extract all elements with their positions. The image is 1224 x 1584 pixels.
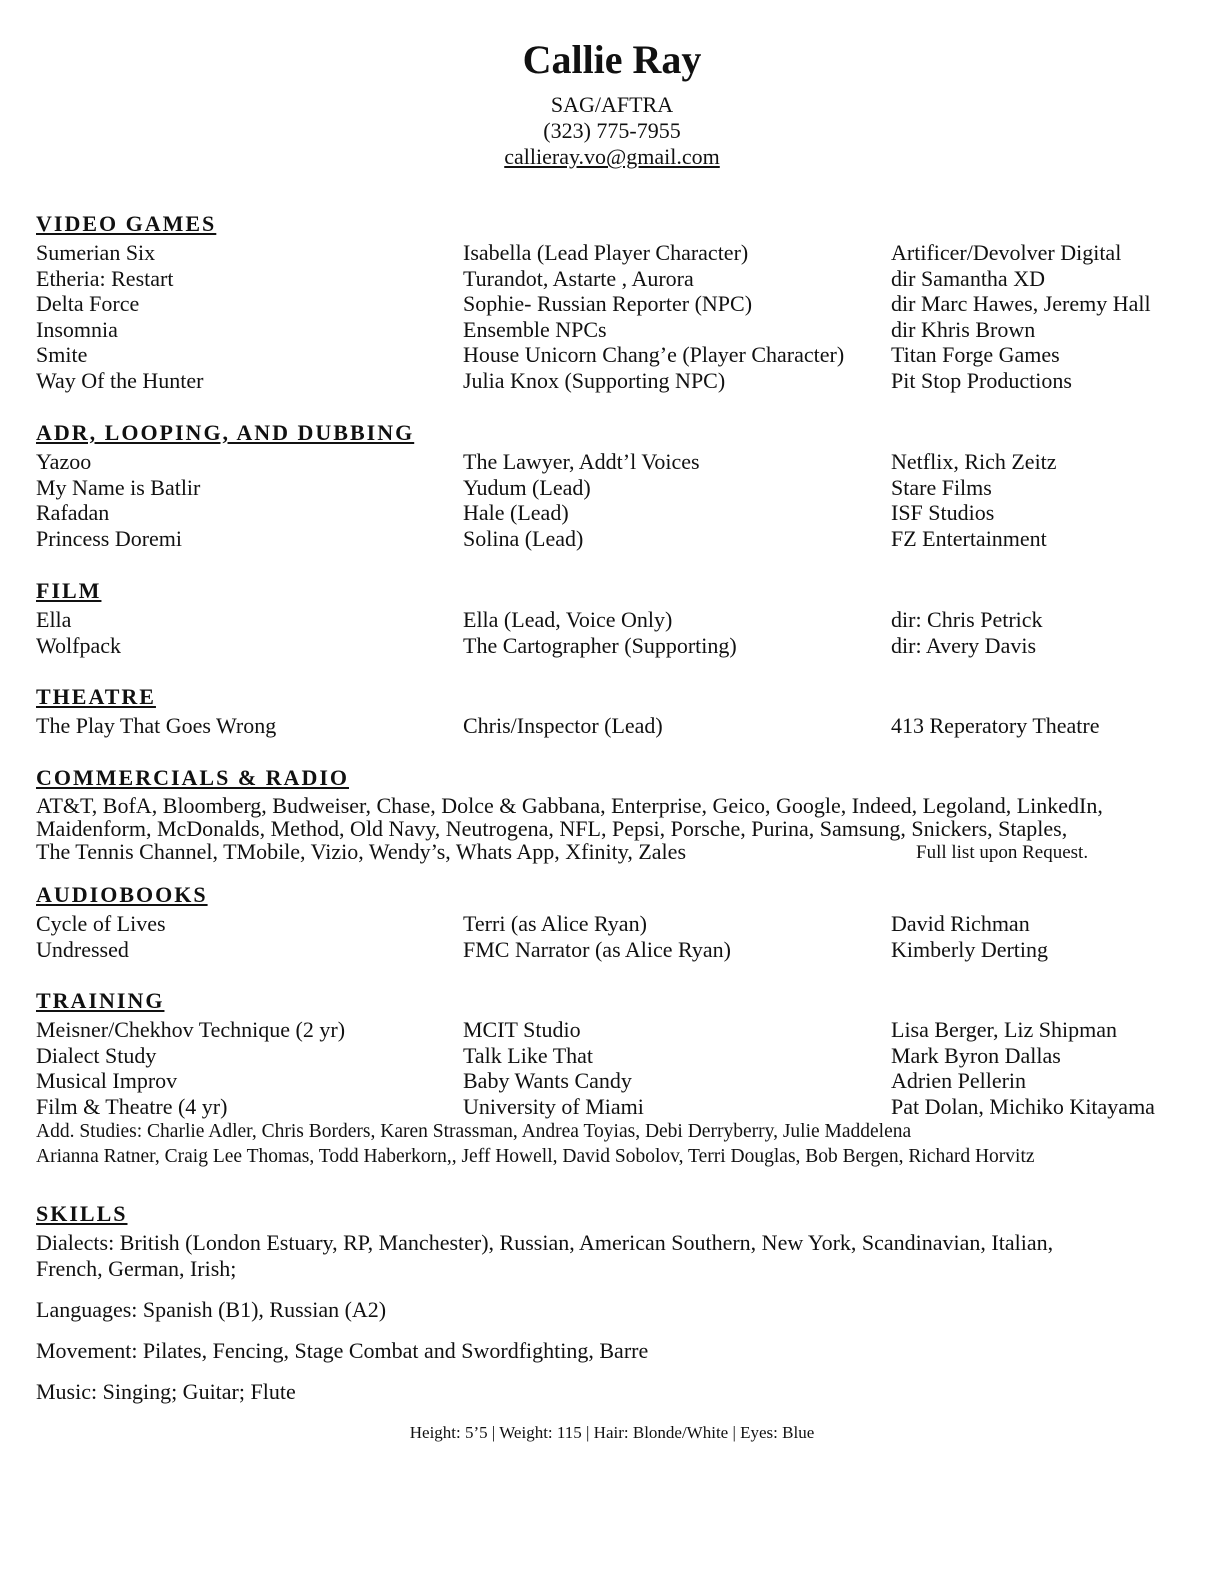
role: Ensemble NPCs — [463, 316, 607, 342]
role: Chris/Inspector (Lead) — [463, 713, 663, 738]
commercials-line: AT&T, BofA, Bloomberg, Budweiser, Chase, Dolce & Gabbana, Enterprise, Geico, Google, Indeed, Legoland, LinkedIn, — [36, 793, 1103, 818]
project: Delta Force — [36, 291, 140, 317]
credit-row — [36, 713, 1196, 739]
role: Hale (Lead) — [463, 500, 569, 526]
credit-row — [36, 317, 1196, 343]
role: Julia Knox (Supporting NPC) — [463, 367, 726, 393]
section-title: AUDIOBOOKS — [36, 882, 208, 907]
skill-dialects-cont: French, German, Irish; — [36, 1256, 237, 1281]
skill-movement: Movement: Pilates, Fencing, Stage Combat and Swordfighting, Barre — [36, 1338, 649, 1363]
skill-music: Music: Singing; Guitar; Flute — [36, 1379, 296, 1404]
project: Sumerian Six — [36, 240, 156, 265]
union-affiliation: SAG/AFTRA — [550, 92, 674, 117]
company: Pit Stop Productions — [891, 367, 1072, 393]
skill-languages: Languages: Spanish (B1), Russian (A2) — [36, 1297, 387, 1322]
credit-row — [36, 266, 1196, 292]
project: Insomnia — [36, 316, 118, 342]
credit-row — [36, 342, 1196, 368]
section-title: SKILLS — [36, 1201, 128, 1226]
section-commercials — [36, 766, 1196, 863]
actor-name: Callie Ray — [522, 37, 702, 82]
project: Princess Doremi — [36, 525, 183, 551]
teacher: Lisa Berger, Liz Shipman — [891, 1017, 1117, 1042]
project: The Play That Goes Wrong — [36, 713, 277, 738]
role: Terri (as Alice Ryan) — [463, 911, 647, 936]
company: David Richman — [891, 911, 1030, 936]
email-line — [0, 144, 1224, 170]
role: The Cartographer (Supporting) — [463, 632, 737, 658]
skill-dialects: Dialects: British (London Estuary, RP, Manchester), Russian, American Southern, New York, Scandinavian, Italian, — [36, 1230, 1054, 1255]
project: Rafadan — [36, 500, 110, 526]
training-row — [36, 1043, 1196, 1069]
role: Sophie- Russian Reporter (NPC) — [463, 291, 753, 317]
additional-studies-line: Arianna Ratner, Craig Lee Thomas, Todd Haberkorn,, Jeff Howell, David Sobolov, Terri Douglas, Bob Bergen, Richard Horvitz — [36, 1146, 1035, 1168]
teacher: Mark Byron Dallas — [891, 1042, 1061, 1068]
credit-row — [36, 240, 1196, 266]
teacher: Pat Dolan, Michiko Kitayama — [891, 1093, 1155, 1119]
section-video-games — [36, 212, 1196, 394]
project: Cycle of Lives — [36, 911, 166, 936]
training-row — [36, 1094, 1196, 1120]
section-title: THEATRE — [36, 684, 156, 709]
section-theatre — [36, 685, 1196, 739]
course: Meisner/Chekhov Technique (2 yr) — [36, 1017, 346, 1042]
section-title: VIDEO GAMES — [36, 211, 217, 236]
role: Yudum (Lead) — [463, 474, 591, 500]
project: Etheria: Restart — [36, 265, 174, 291]
credit-row — [36, 500, 1196, 526]
section-title: COMMERCIALS & RADIO — [36, 765, 349, 790]
school: Baby Wants Candy — [463, 1068, 632, 1094]
phone-number: (323) 775-7955 — [543, 118, 681, 143]
role: Solina (Lead) — [463, 525, 584, 551]
course: Dialect Study — [36, 1042, 157, 1068]
school: MCIT Studio — [463, 1017, 581, 1042]
role: House Unicorn Chang’e (Player Character) — [463, 342, 845, 368]
role: Isabella (Lead Player Character) — [463, 240, 749, 265]
credit-row — [36, 937, 1196, 963]
project: Ella — [36, 607, 72, 632]
project: Yazoo — [36, 449, 92, 474]
section-title: FILM — [36, 578, 102, 603]
section-audiobooks — [36, 883, 1196, 962]
full-list-note: Full list upon Request. — [916, 842, 1089, 863]
company: FZ Entertainment — [891, 525, 1047, 551]
section-training — [36, 989, 1196, 1169]
physical-stats: Height: 5’5 | Weight: 115 | Hair: Blonde/White | Eyes: Blue — [409, 1423, 815, 1442]
project: Way Of the Hunter — [36, 367, 204, 393]
training-row — [36, 1068, 1196, 1094]
credit-row — [36, 291, 1196, 317]
project: Undressed — [36, 936, 129, 962]
company: Kimberly Derting — [891, 936, 1049, 962]
role: Ella (Lead, Voice Only) — [463, 607, 673, 632]
company: dir Khris Brown — [891, 316, 1036, 342]
project: My Name is Batlir — [36, 474, 201, 500]
commercials-line: The Tennis Channel, TMobile, Vizio, Wendy’s, Whats App, Xfinity, Zales — [36, 839, 686, 864]
company: Artificer/Devolver Digital — [891, 240, 1122, 265]
credit-row — [36, 475, 1196, 501]
role: Turandot, Astarte , Aurora — [463, 265, 694, 291]
company: dir Marc Hawes, Jeremy Hall — [891, 291, 1151, 317]
role: FMC Narrator (as Alice Ryan) — [463, 936, 731, 962]
school: Talk Like That — [463, 1042, 594, 1068]
school: University of Miami — [463, 1093, 644, 1119]
project: Smite — [36, 342, 88, 368]
section-skills — [36, 1202, 1196, 1405]
credit-row — [36, 449, 1196, 475]
credit-row — [36, 526, 1196, 552]
commercials-last-row — [36, 840, 1196, 863]
project: Wolfpack — [36, 632, 121, 658]
training-row — [36, 1017, 1196, 1043]
teacher: Adrien Pellerin — [891, 1068, 1027, 1094]
credit-row — [36, 368, 1196, 394]
section-film — [36, 579, 1196, 658]
course: Musical Improv — [36, 1068, 178, 1094]
section-title: TRAINING — [36, 988, 165, 1013]
company: Netflix, Rich Zeitz — [891, 449, 1057, 474]
email-link[interactable]: callieray.vo@gmail.com — [504, 144, 720, 169]
company: Titan Forge Games — [891, 342, 1060, 368]
company: dir: Chris Petrick — [891, 607, 1043, 632]
commercials-line: Maidenform, McDonalds, Method, Old Navy, Neutrogena, NFL, Pepsi, Porsche, Purina, Samsung, Snickers, Staples, — [36, 816, 1068, 841]
company: 413 Reperatory Theatre — [891, 713, 1100, 738]
company: dir: Avery Davis — [891, 632, 1037, 658]
role: The Lawyer, Addt’l Voices — [463, 449, 700, 474]
course: Film & Theatre (4 yr) — [36, 1093, 228, 1119]
company: ISF Studios — [891, 500, 995, 526]
company: Stare Films — [891, 474, 992, 500]
credit-row — [36, 911, 1196, 937]
credit-row — [36, 607, 1196, 633]
additional-studies-line: Add. Studies: Charlie Adler, Chris Borders, Karen Strassman, Andrea Toyias, Debi Derryberry, Julie Maddelena — [36, 1121, 912, 1143]
credit-row — [36, 633, 1196, 659]
company: dir Samantha XD — [891, 265, 1045, 291]
section-adr — [36, 421, 1196, 551]
section-title: ADR, LOOPING, AND DUBBING — [36, 420, 415, 445]
